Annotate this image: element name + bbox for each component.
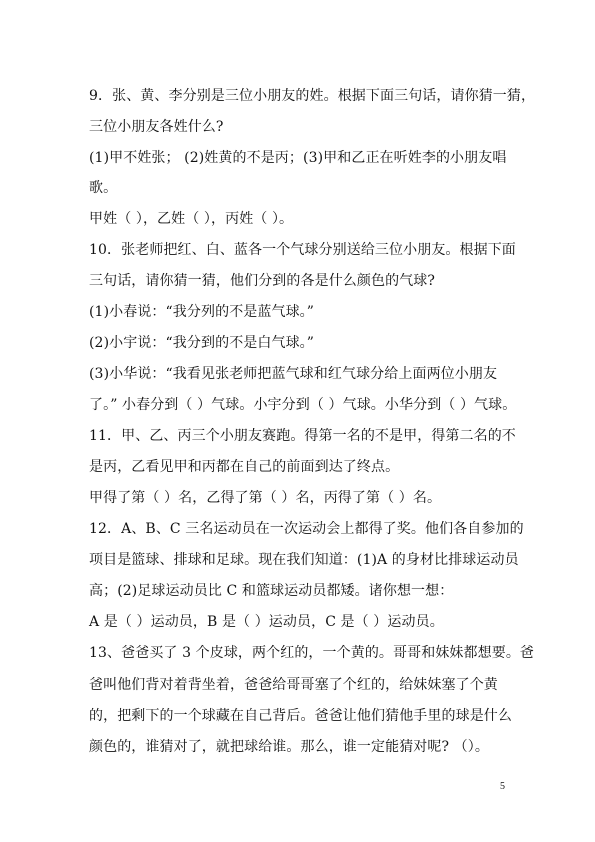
text-line: 三句话，请你猜一猜，他们分到的各是什么颜色的气球? — [89, 273, 436, 289]
text-line: (3)小华说：“我看见张老师把蓝气球和红气球分给上面两位小朋友 — [89, 366, 498, 382]
text-line: 10．张老师把红、白、蓝各一个气球分别送给三位小朋友。根据下面 — [89, 242, 516, 258]
text-line: (1)甲不姓张； (2)姓黄的不是丙；(3)甲和乙正在听姓李的小朋友唱 — [89, 150, 507, 166]
text-line: 是丙，乙看见甲和丙都在自己的前面到达了终点。 — [89, 459, 400, 475]
text-line: 9．张、黄、李分别是三位小朋友的姓。根据下面三句话，请你猜一猜， — [89, 88, 536, 104]
text-line: (1)小春说：“我分列的不是蓝气球。” — [89, 304, 315, 320]
text-line: 甲得了第（ ）名，乙得了第（ ）名，丙得了第（ ）名。 — [89, 490, 442, 506]
text-line: 甲姓（ ），乙姓（ ），丙姓（ ）。 — [89, 211, 294, 227]
text-line: 项目是篮球、排球和足球。现在我们知道：(1)A 的身材比排球运动员 — [89, 552, 519, 568]
text-line: 三位小朋友各姓什么? — [89, 119, 224, 135]
text-line: A 是（ ）运动员，B 是（ ）运动员，C 是（ ）运动员。 — [89, 614, 444, 630]
text-line: 了。” 小春分到（ ）气球。小宇分到（ ）气球。小华分到（ ）气球。 — [89, 397, 517, 413]
text-line: 高；(2)足球运动员比 C 和篮球运动员都矮。诸你想一想： — [89, 583, 454, 599]
text-line: 11．甲、乙、丙三个小朋友赛跑。得第一名的不是甲，得第二名的不 — [89, 428, 516, 444]
text-line: 12．A、B、C 三名运动员在一次运动会上都得了奖。他们各自参加的 — [89, 521, 524, 537]
text-line: 的，把剩下的一个球藏在自己背后。爸爸让他们猜他手里的球是什么 — [89, 708, 512, 724]
text-line: (2)小宇说：“我分到的不是白气球。” — [89, 335, 315, 351]
text-line: 颜色的，谁猜对了，就把球给谁。那么，谁一定能猜对呢? （）。 — [89, 739, 489, 755]
text-line: 13、爸爸买了 3 个皮球，两个红的，一个黄的。哥哥和妹妹都想要。爸 — [89, 645, 535, 661]
text-line: 爸叫他们背对着背坐着，爸爸给哥哥塞了个红的，给妹妹塞了个黄 — [89, 677, 498, 693]
page-number: 5 — [500, 781, 505, 792]
text-line: 歌。 — [89, 180, 118, 196]
